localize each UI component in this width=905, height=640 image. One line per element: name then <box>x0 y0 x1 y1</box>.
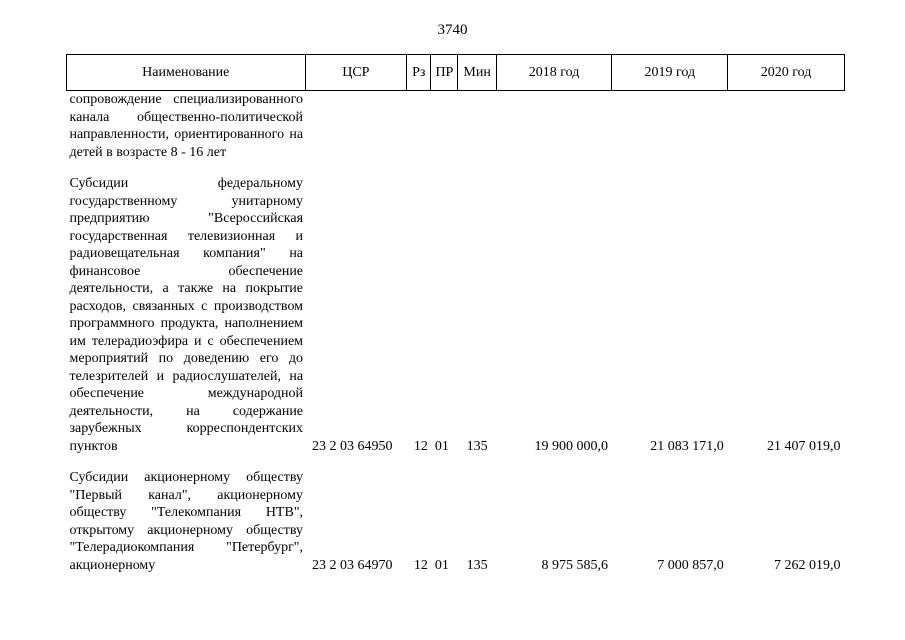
row-csr: 23 2 03 64950 <box>312 438 393 454</box>
row-2020: 7 262 019,0 <box>774 557 841 573</box>
row-2018: 8 975 585,6 <box>541 557 608 573</box>
table-header-row <box>67 55 845 91</box>
row-csr: 23 2 03 64970 <box>312 557 393 573</box>
header-2018: 2018 год <box>496 55 612 91</box>
header-pr: ПР <box>431 55 458 91</box>
header-min: Мин <box>458 55 496 91</box>
row-min: 135 <box>466 557 488 573</box>
row-spacer <box>67 161 845 175</box>
row-pr: 01 <box>434 438 449 454</box>
row-csr <box>305 91 407 162</box>
row-name: Субсидии федеральному государственному унитарному предприятию "Всероссийская государственная телевизионная и радиовещательная компания" на финансовое обеспечение деятельности, а также на покрытие расходов, связанных с производством программного продукта, наполнением им телерадиоэфира и с обеспечением мероприятий по доведению его до телезрителей и радиослушателей, на обеспечение международной деятельности, на содержание зарубежных корреспондентских пунктов <box>69 176 304 454</box>
row-pr: 01 <box>434 557 449 573</box>
row-pr <box>431 91 458 162</box>
budget-table <box>66 54 845 574</box>
table-row <box>67 91 845 162</box>
row-min <box>458 91 496 162</box>
row-name: Субсидии акционерному обществу "Первый канал", акционерному обществу "Телекомпания НТВ", открытому акционерному обществу "Телерадиокомпания "Петербург", акционерному <box>69 470 304 573</box>
header-csr: ЦСР <box>305 55 407 91</box>
header-2019: 2019 год <box>612 55 728 91</box>
table-row <box>67 175 845 455</box>
row-2020: 21 407 019,0 <box>767 438 841 454</box>
header-2020: 2020 год <box>728 55 845 91</box>
row-min: 135 <box>466 438 488 454</box>
table-row <box>67 469 845 574</box>
row-rz <box>407 91 431 162</box>
row-rz: 12 <box>413 557 428 573</box>
header-name: Наименование <box>67 55 306 91</box>
row-2019: 7 000 857,0 <box>657 557 724 573</box>
row-2018: 19 900 000,0 <box>534 438 608 454</box>
row-spacer <box>67 455 845 469</box>
row-2019: 21 083 171,0 <box>650 438 724 454</box>
row-name: сопровождение специализированного канала общественно-политической направленности, ориентированного на детей в возрасте 8 - 16 лет <box>69 92 304 160</box>
row-2019 <box>612 91 728 162</box>
header-rz: Рз <box>407 55 431 91</box>
row-2020 <box>728 91 845 162</box>
row-rz: 12 <box>413 438 428 454</box>
page-number: 3740 <box>437 22 468 38</box>
row-2018 <box>496 91 612 162</box>
